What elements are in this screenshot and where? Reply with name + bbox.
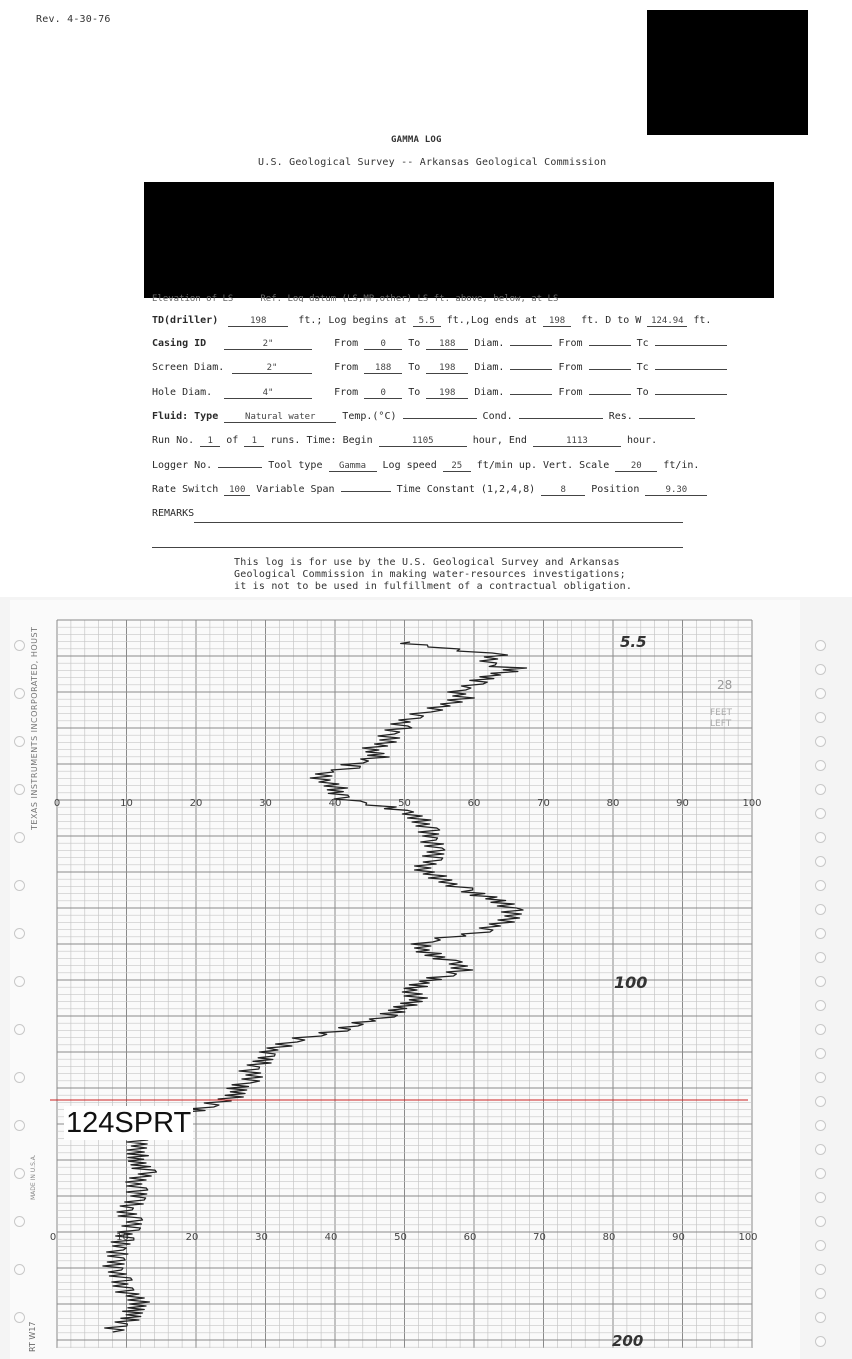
hole-label: Hole Diam. [152,387,213,398]
partial-elevation-line: Elevation of LS ___ Ref. Log datum (LS,MP,other) LS ft. above, below, at LS [152,294,559,302]
rate-switch-value: 100 [224,485,250,496]
disclaimer-line-3: it is not to be used in fulfillment of a contractual obligation. [234,581,633,592]
note-left: LEFT [710,719,732,729]
log-speed-label: Log speed [382,460,437,471]
rate-label: Rate Switch [152,484,219,495]
revision-date: Rev. 4-30-76 [36,14,111,25]
screen-to-label: To [408,362,421,373]
position-label: Position [591,484,640,495]
hole-from-label: From [334,387,359,398]
casing-label: Casing ID [152,338,207,349]
d-to-w-unit: ft. [693,315,712,326]
scale-tick-label: 80 [602,1232,616,1243]
manufacturer-print: TEXAS INSTRUMENTS INCORPORATED, HOUST [30,626,39,830]
scale-tick-label: 60 [463,1232,477,1243]
variable-span-label: Variable Span [256,484,335,495]
scale-tick-label: 50 [398,798,411,809]
scale-tick-label: 40 [328,798,342,809]
scale-tick-label: 80 [606,798,620,809]
logger-label: Logger No. [152,460,213,471]
run-no-value: 1 [200,436,220,447]
note-28: 28 [717,678,733,692]
scale-tick-label: 0 [49,1232,57,1243]
screen-from2-label: From [558,362,583,373]
hole-from2-label: From [558,387,583,398]
screen-from-label: From [334,362,359,373]
screen-label: Screen Diam. [152,362,225,373]
tool-label: Tool type [268,460,323,471]
tool-type-value: Gamma [329,461,377,472]
casing-to2-label: Tc [636,338,649,349]
depth-100-label: 100 [614,973,648,992]
scale-tick-label: 10 [116,1232,129,1243]
d-to-w-label: ft. D to W [581,315,642,326]
run-of-label: of [226,435,239,446]
made-in-print: MADE IN U.S.A. [30,1154,37,1200]
casing-value: 2" [224,339,312,350]
agency-line: U.S. Geological Survey -- Arkansas Geological Commission [258,157,607,168]
log-speed-value: 25 [443,461,471,472]
hole-value: 4" [224,388,312,399]
hole-from-value: 0 [364,388,402,399]
scale-tick-label: 70 [537,798,550,809]
scale-tick-label: 70 [533,1232,546,1243]
casing-diam-label: Diam. [474,338,505,349]
screen-diam-label: Diam. [474,362,505,373]
hour-label: hour. [627,435,658,446]
casing-from-value: 0 [364,339,402,350]
scale-tick-label: 40 [324,1232,338,1243]
scale-tick-label: 0 [53,798,61,809]
scale-tick-label: 30 [255,1232,268,1243]
res-label: Res. [608,411,633,422]
casing-from-label: From [334,338,359,349]
scale-tick-label: 50 [394,1232,407,1243]
cond-label: Cond. [482,411,513,422]
log-ends-label: ft.,Log ends at [446,315,538,326]
scale-tick-label: 30 [259,798,272,809]
hole-diam-label: Diam. [474,387,505,398]
time-end-value: 1113 [533,436,621,447]
casing-to-label: To [408,338,421,349]
time-constant-label: Time Constant (1,2,4,8) [396,484,536,495]
document-title: GAMMA LOG [391,135,442,145]
depth-bottom-label: 200 [612,1332,644,1350]
casing-to-value: 188 [426,339,468,350]
disclaimer-line-1: This log is for use by the U.S. Geological Survey and Arkansas [234,557,620,568]
casing-from2-label: From [558,338,583,349]
disclaimer-line-2: Geological Commission in making water-resources investigations; [234,569,626,580]
log-ends-value: 198 [543,316,571,327]
vert-scale-value: 20 [615,461,657,472]
scale-tick-label: 10 [120,798,133,809]
hole-to-value: 198 [426,388,468,399]
fluid-label: Fluid: Type [152,411,219,422]
screen-value: 2" [232,363,312,374]
log-begins-label: ft.; Log begins at [298,315,407,326]
well-id-label: 124SPRT [66,1107,192,1139]
scale-tick-label: 20 [185,1232,199,1243]
fluid-type-value: Natural water [224,412,336,423]
note-feet: FEET [710,708,733,718]
time-constant-value: 8 [541,485,585,496]
hole-to-label: To [408,387,421,398]
remarks-label: REMARKS [152,508,195,519]
temp-label: Temp.(°C) [342,411,397,422]
td-value: 198 [228,316,288,327]
time-begin-value: 1105 [379,436,467,447]
depth-top-label: 5.5 [620,633,647,651]
runs-total-value: 1 [244,436,264,447]
position-value: 9.30 [645,485,707,496]
runs-time-label: runs. Time: Begin [270,435,373,446]
scale-tick-label: 100 [742,798,762,809]
ft-in-label: ft/in. [663,460,700,471]
hour-end-label: hour, End [472,435,527,446]
scale-tick-label: 60 [467,798,481,809]
log-begins-value: 5.5 [413,316,441,327]
scale-tick-label: 100 [738,1232,758,1243]
chart-code-print: RT W17 [28,1321,37,1352]
ft-min-label: ft/min up. Vert. Scale [476,460,610,471]
feet-left-note [710,708,732,730]
d-to-w-value: 124.94 [647,316,687,327]
run-label: Run No. [152,435,195,446]
screen-to2-label: Tc [636,362,649,373]
hole-to2-label: To [636,387,649,398]
scale-tick-label: 90 [676,798,689,809]
screen-from-value: 188 [364,363,402,374]
scale-tick-label: 20 [189,798,203,809]
td-label: TD(driller) [152,315,219,326]
scale-ticks-lower [50,1232,758,1243]
screen-to-value: 198 [426,363,468,374]
scale-tick-label: 90 [672,1232,685,1243]
